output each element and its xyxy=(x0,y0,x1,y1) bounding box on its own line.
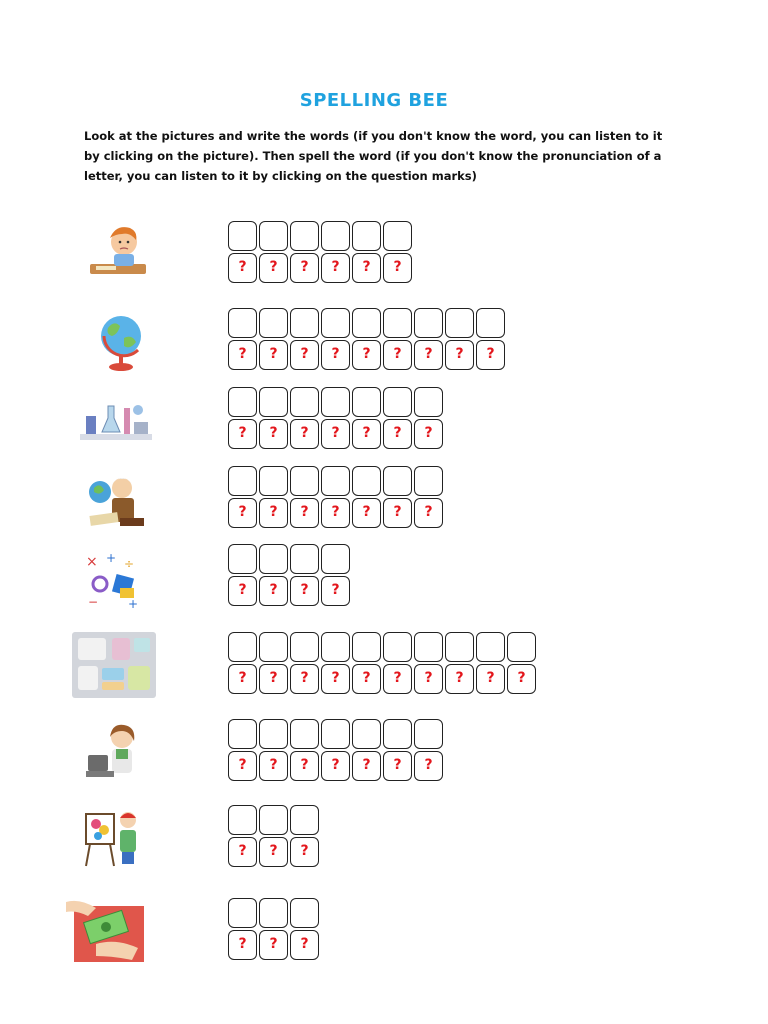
question-mark-button[interactable]: ? xyxy=(383,498,412,528)
letter-box[interactable] xyxy=(383,466,412,496)
question-mark-button[interactable]: ? xyxy=(259,498,288,528)
question-mark-button[interactable]: ? xyxy=(290,498,319,528)
question-mark-button[interactable]: ? xyxy=(259,664,288,694)
question-mark-button[interactable]: ? xyxy=(352,340,381,370)
question-mark-button[interactable]: ? xyxy=(383,419,412,449)
letter-box[interactable] xyxy=(414,719,443,749)
question-mark-button[interactable]: ? xyxy=(414,751,443,781)
letter-box[interactable] xyxy=(383,221,412,251)
page-title: SPELLING BEE xyxy=(299,90,449,111)
question-mark-button[interactable]: ? xyxy=(445,340,474,370)
letter-box[interactable] xyxy=(228,466,257,496)
question-mark-button[interactable]: ? xyxy=(290,751,319,781)
letter-box[interactable] xyxy=(259,221,288,251)
question-mark-button[interactable]: ? xyxy=(228,751,257,781)
letter-box[interactable] xyxy=(352,387,381,417)
letter-box[interactable] xyxy=(507,632,536,662)
letter-box[interactable] xyxy=(383,308,412,338)
question-mark-button[interactable]: ? xyxy=(228,253,257,283)
question-mark-button[interactable]: ? xyxy=(290,664,319,694)
letter-box[interactable] xyxy=(290,308,319,338)
letter-box[interactable] xyxy=(414,387,443,417)
globe-icon[interactable] xyxy=(96,310,146,378)
question-mark-button[interactable]: ? xyxy=(228,837,257,867)
question-mark-button[interactable]: ? xyxy=(352,664,381,694)
question-mark-button[interactable]: ? xyxy=(259,576,288,606)
instructions-text: Look at the pictures and write the words (if you don't know the word, you can listen to it by clicking on the picture). Then spell the word (if you don't know the pronunciation of a letter, you can listen to it by clicking on the question marks) xyxy=(84,129,663,183)
bored-boy-icon[interactable] xyxy=(86,220,150,288)
letter-box[interactable] xyxy=(352,632,381,662)
question-mark-button[interactable]: ? xyxy=(228,419,257,449)
history-teacher-icon[interactable] xyxy=(84,470,148,538)
letter-box[interactable] xyxy=(290,719,319,749)
question-mark-button[interactable]: ? xyxy=(259,340,288,370)
question-mark-button[interactable]: ? xyxy=(476,340,505,370)
letter-box[interactable] xyxy=(290,805,319,835)
letter-box[interactable] xyxy=(321,308,350,338)
letter-box[interactable] xyxy=(321,544,350,574)
question-mark-button[interactable]: ? xyxy=(228,498,257,528)
question-mark-button[interactable]: ? xyxy=(321,664,350,694)
question-mark-button[interactable]: ? xyxy=(321,576,350,606)
question-mark-button[interactable]: ? xyxy=(290,930,319,960)
question-mark-button[interactable]: ? xyxy=(259,253,288,283)
letter-box[interactable] xyxy=(259,308,288,338)
letter-box[interactable] xyxy=(259,632,288,662)
question-mark-button[interactable]: ? xyxy=(476,664,505,694)
svg-text:÷: ÷ xyxy=(124,557,135,571)
letter-box[interactable] xyxy=(321,632,350,662)
question-mark-button[interactable]: ? xyxy=(414,419,443,449)
question-mark-button[interactable]: ? xyxy=(383,664,412,694)
question-mark-button[interactable]: ? xyxy=(383,751,412,781)
letter-box[interactable] xyxy=(352,221,381,251)
question-mark-button[interactable]: ? xyxy=(321,253,350,283)
svg-text:+: + xyxy=(106,551,117,565)
letter-box[interactable] xyxy=(259,544,288,574)
question-mark-button[interactable]: ? xyxy=(290,340,319,370)
question-mark-button[interactable]: ? xyxy=(290,253,319,283)
letter-box[interactable] xyxy=(445,308,474,338)
svg-text:×: × xyxy=(86,554,98,570)
question-mark-button[interactable]: ? xyxy=(228,664,257,694)
letter-box[interactable] xyxy=(352,719,381,749)
question-mark-button[interactable]: ? xyxy=(414,340,443,370)
question-mark-button[interactable]: ? xyxy=(259,930,288,960)
letter-box[interactable] xyxy=(259,466,288,496)
svg-text:−: − xyxy=(88,595,99,609)
computer-devices-icon[interactable] xyxy=(72,632,156,702)
question-mark-button[interactable]: ? xyxy=(414,498,443,528)
letter-box[interactable] xyxy=(414,466,443,496)
question-mark-button[interactable]: ? xyxy=(290,419,319,449)
question-mark-button[interactable]: ? xyxy=(321,498,350,528)
letter-box[interactable] xyxy=(414,308,443,338)
letter-box[interactable] xyxy=(259,805,288,835)
letter-box[interactable] xyxy=(414,632,443,662)
letter-box[interactable] xyxy=(228,632,257,662)
letter-box[interactable] xyxy=(228,544,257,574)
painter-icon[interactable] xyxy=(80,806,144,874)
letter-box[interactable] xyxy=(290,387,319,417)
letter-box[interactable] xyxy=(321,387,350,417)
letter-box[interactable] xyxy=(228,387,257,417)
letter-box[interactable] xyxy=(290,898,319,928)
question-mark-button[interactable]: ? xyxy=(507,664,536,694)
letter-box[interactable] xyxy=(259,719,288,749)
question-mark-button[interactable]: ? xyxy=(383,340,412,370)
svg-text:+: + xyxy=(128,597,139,611)
letter-box[interactable] xyxy=(259,387,288,417)
letter-box[interactable] xyxy=(383,719,412,749)
science-lab-icon[interactable] xyxy=(78,398,154,448)
question-mark-button[interactable]: ? xyxy=(352,253,381,283)
letter-box[interactable] xyxy=(383,632,412,662)
letter-box[interactable] xyxy=(228,719,257,749)
question-mark-button[interactable]: ? xyxy=(321,751,350,781)
question-mark-button[interactable]: ? xyxy=(352,751,381,781)
question-mark-button[interactable]: ? xyxy=(228,576,257,606)
letter-box[interactable] xyxy=(290,466,319,496)
letter-box[interactable] xyxy=(321,466,350,496)
letter-box[interactable] xyxy=(228,308,257,338)
question-mark-button[interactable]: ? xyxy=(259,837,288,867)
letter-box[interactable] xyxy=(290,632,319,662)
question-mark-button[interactable]: ? xyxy=(414,664,443,694)
letter-box[interactable] xyxy=(290,544,319,574)
letter-box[interactable] xyxy=(290,221,319,251)
letter-box[interactable] xyxy=(321,719,350,749)
question-mark-button[interactable]: ? xyxy=(321,340,350,370)
question-mark-button[interactable]: ? xyxy=(352,498,381,528)
letter-box[interactable] xyxy=(228,221,257,251)
letter-box[interactable] xyxy=(228,898,257,928)
letter-box[interactable] xyxy=(445,632,474,662)
letter-box[interactable] xyxy=(383,387,412,417)
letter-box[interactable] xyxy=(352,466,381,496)
letter-box[interactable] xyxy=(476,308,505,338)
letter-box[interactable] xyxy=(476,632,505,662)
letter-box[interactable] xyxy=(228,805,257,835)
question-mark-button[interactable]: ? xyxy=(259,419,288,449)
question-mark-button[interactable]: ? xyxy=(290,837,319,867)
question-mark-button[interactable]: ? xyxy=(259,751,288,781)
question-mark-button[interactable]: ? xyxy=(228,340,257,370)
question-mark-button[interactable]: ? xyxy=(321,419,350,449)
letter-box[interactable] xyxy=(321,221,350,251)
question-mark-button[interactable]: ? xyxy=(352,419,381,449)
question-mark-button[interactable]: ? xyxy=(445,664,474,694)
question-mark-button[interactable]: ? xyxy=(383,253,412,283)
question-mark-button[interactable]: ? xyxy=(228,930,257,960)
math-symbols-icon[interactable] xyxy=(80,548,144,616)
letter-box[interactable] xyxy=(352,308,381,338)
letter-box[interactable] xyxy=(259,898,288,928)
question-mark-button[interactable]: ? xyxy=(290,576,319,606)
teacher-at-desk-icon[interactable] xyxy=(84,719,148,787)
money-hands-icon[interactable] xyxy=(66,898,146,968)
